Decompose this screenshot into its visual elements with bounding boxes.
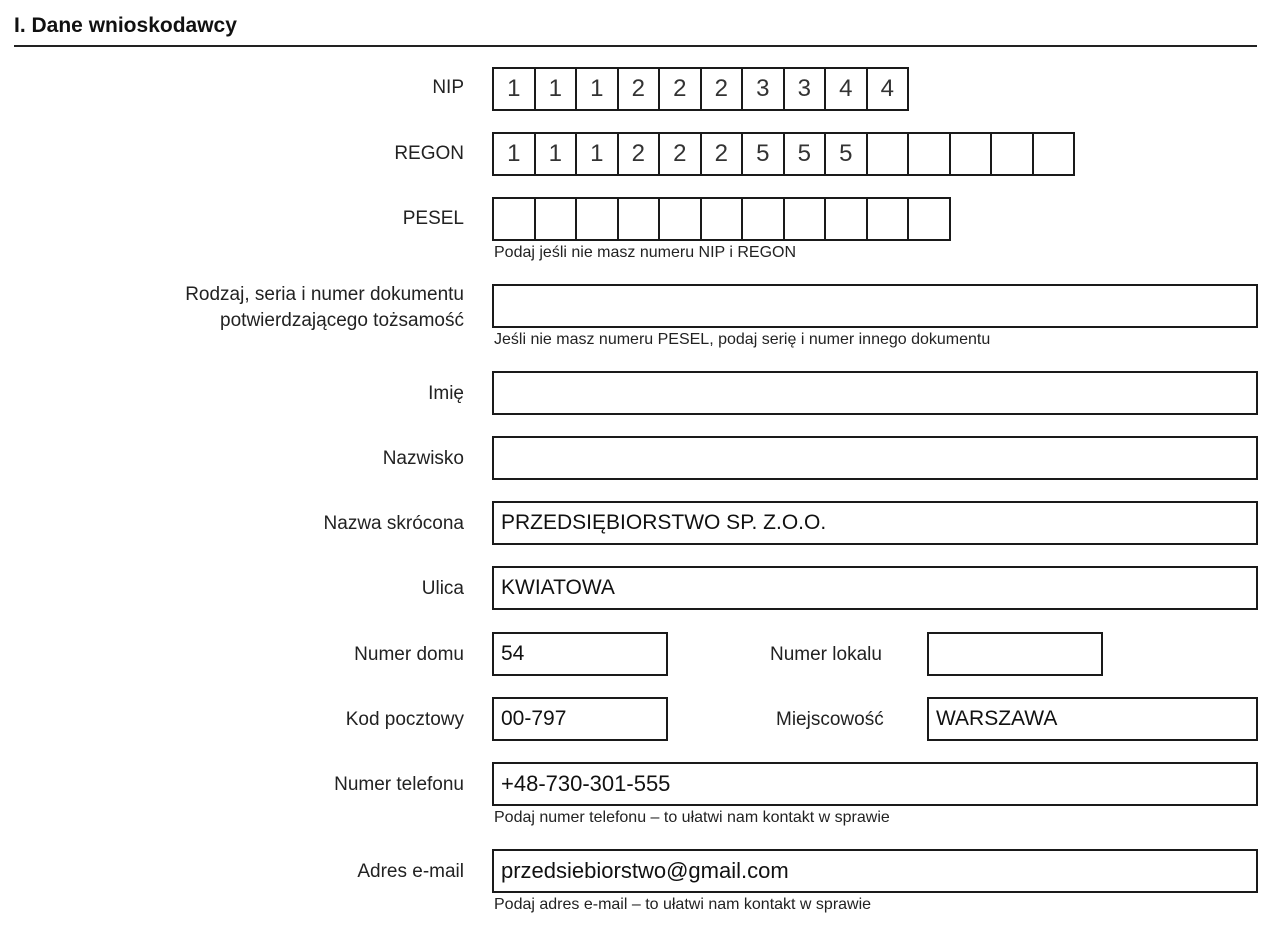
last-name-label: Nazwisko — [382, 448, 464, 469]
street-label: Ulica — [421, 578, 464, 599]
nip-digit-cell[interactable]: 1 — [492, 67, 536, 111]
pesel-digit-cell[interactable] — [866, 197, 910, 241]
short-name-input[interactable]: PRZEDSIĘBIORSTWO SP. Z.O.O. — [492, 501, 1258, 545]
first-name-label: Imię — [428, 383, 464, 404]
nip-digit-cell[interactable]: 1 — [534, 67, 578, 111]
phone-label: Numer telefonu — [334, 774, 464, 795]
regon-digit-cell[interactable]: 5 — [741, 132, 785, 176]
pesel-digit-cell[interactable] — [575, 197, 619, 241]
regon-digit-cell[interactable]: 5 — [783, 132, 827, 176]
phone-hint: Podaj numer telefonu – to ułatwi nam kontakt w sprawie — [494, 809, 890, 826]
city-input[interactable]: WARSZAWA — [927, 697, 1258, 741]
document-label-line1: Rodzaj, seria i numer dokumentu — [185, 284, 464, 305]
last-name-input[interactable] — [492, 436, 1258, 480]
house-number-label: Numer domu — [354, 644, 464, 665]
nip-digit-cell[interactable]: 4 — [824, 67, 868, 111]
street-input[interactable]: KWIATOWA — [492, 566, 1258, 610]
pesel-digit-cell[interactable] — [700, 197, 744, 241]
pesel-digit-cell[interactable] — [658, 197, 702, 241]
regon-digit-cell[interactable]: 1 — [492, 132, 536, 176]
regon-digit-cell[interactable]: 2 — [658, 132, 702, 176]
pesel-hint: Podaj jeśli nie masz numeru NIP i REGON — [494, 244, 797, 261]
pesel-digit-cell[interactable] — [492, 197, 536, 241]
regon-digit-cell[interactable] — [907, 132, 951, 176]
nip-digit-cell[interactable]: 3 — [741, 67, 785, 111]
nip-field[interactable] — [492, 67, 909, 111]
regon-digit-cell[interactable] — [949, 132, 993, 176]
regon-digit-cell[interactable]: 1 — [575, 132, 619, 176]
house-number-input[interactable]: 54 — [492, 632, 668, 676]
pesel-label: PESEL — [402, 208, 464, 229]
regon-digit-cell[interactable] — [990, 132, 1034, 176]
regon-digit-cell[interactable]: 5 — [824, 132, 868, 176]
short-name-label: Nazwa skrócona — [323, 513, 464, 534]
unit-number-label: Numer lokalu — [770, 644, 882, 665]
nip-digit-cell[interactable]: 2 — [658, 67, 702, 111]
regon-digit-cell[interactable]: 1 — [534, 132, 578, 176]
pesel-digit-cell[interactable] — [534, 197, 578, 241]
nip-digit-cell[interactable]: 1 — [575, 67, 619, 111]
email-label: Adres e-mail — [357, 861, 464, 882]
regon-label: REGON — [394, 143, 464, 164]
email-hint: Podaj adres e-mail – to ułatwi nam kontakt w sprawie — [494, 896, 872, 913]
city-label: Miejscowość — [776, 709, 884, 730]
regon-digit-cell[interactable] — [866, 132, 910, 176]
nip-digit-cell[interactable]: 4 — [866, 67, 910, 111]
nip-label: NIP — [432, 77, 464, 98]
document-label-line2: potwierdzającego tożsamość — [220, 310, 464, 331]
regon-field[interactable] — [492, 132, 1075, 176]
regon-digit-cell[interactable]: 2 — [617, 132, 661, 176]
unit-number-input[interactable] — [927, 632, 1103, 676]
nip-digit-cell[interactable]: 3 — [783, 67, 827, 111]
section-divider — [14, 45, 1257, 47]
nip-digit-cell[interactable]: 2 — [617, 67, 661, 111]
document-input[interactable] — [492, 284, 1258, 328]
regon-digit-cell[interactable]: 2 — [700, 132, 744, 176]
nip-digit-cell[interactable]: 2 — [700, 67, 744, 111]
regon-digit-cell[interactable] — [1032, 132, 1076, 176]
phone-input[interactable]: +48-730-301-555 — [492, 762, 1258, 806]
section-title: I. Dane wnioskodawcy — [14, 14, 237, 37]
pesel-digit-cell[interactable] — [741, 197, 785, 241]
pesel-digit-cell[interactable] — [617, 197, 661, 241]
email-input[interactable]: przedsiebiorstwo@gmail.com — [492, 849, 1258, 893]
pesel-digit-cell[interactable] — [783, 197, 827, 241]
postal-code-input[interactable]: 00-797 — [492, 697, 668, 741]
pesel-field[interactable] — [492, 197, 951, 241]
document-hint: Jeśli nie masz numeru PESEL, podaj serię i numer innego dokumentu — [494, 331, 991, 348]
pesel-digit-cell[interactable] — [907, 197, 951, 241]
first-name-input[interactable] — [492, 371, 1258, 415]
postal-code-label: Kod pocztowy — [345, 709, 464, 730]
pesel-digit-cell[interactable] — [824, 197, 868, 241]
